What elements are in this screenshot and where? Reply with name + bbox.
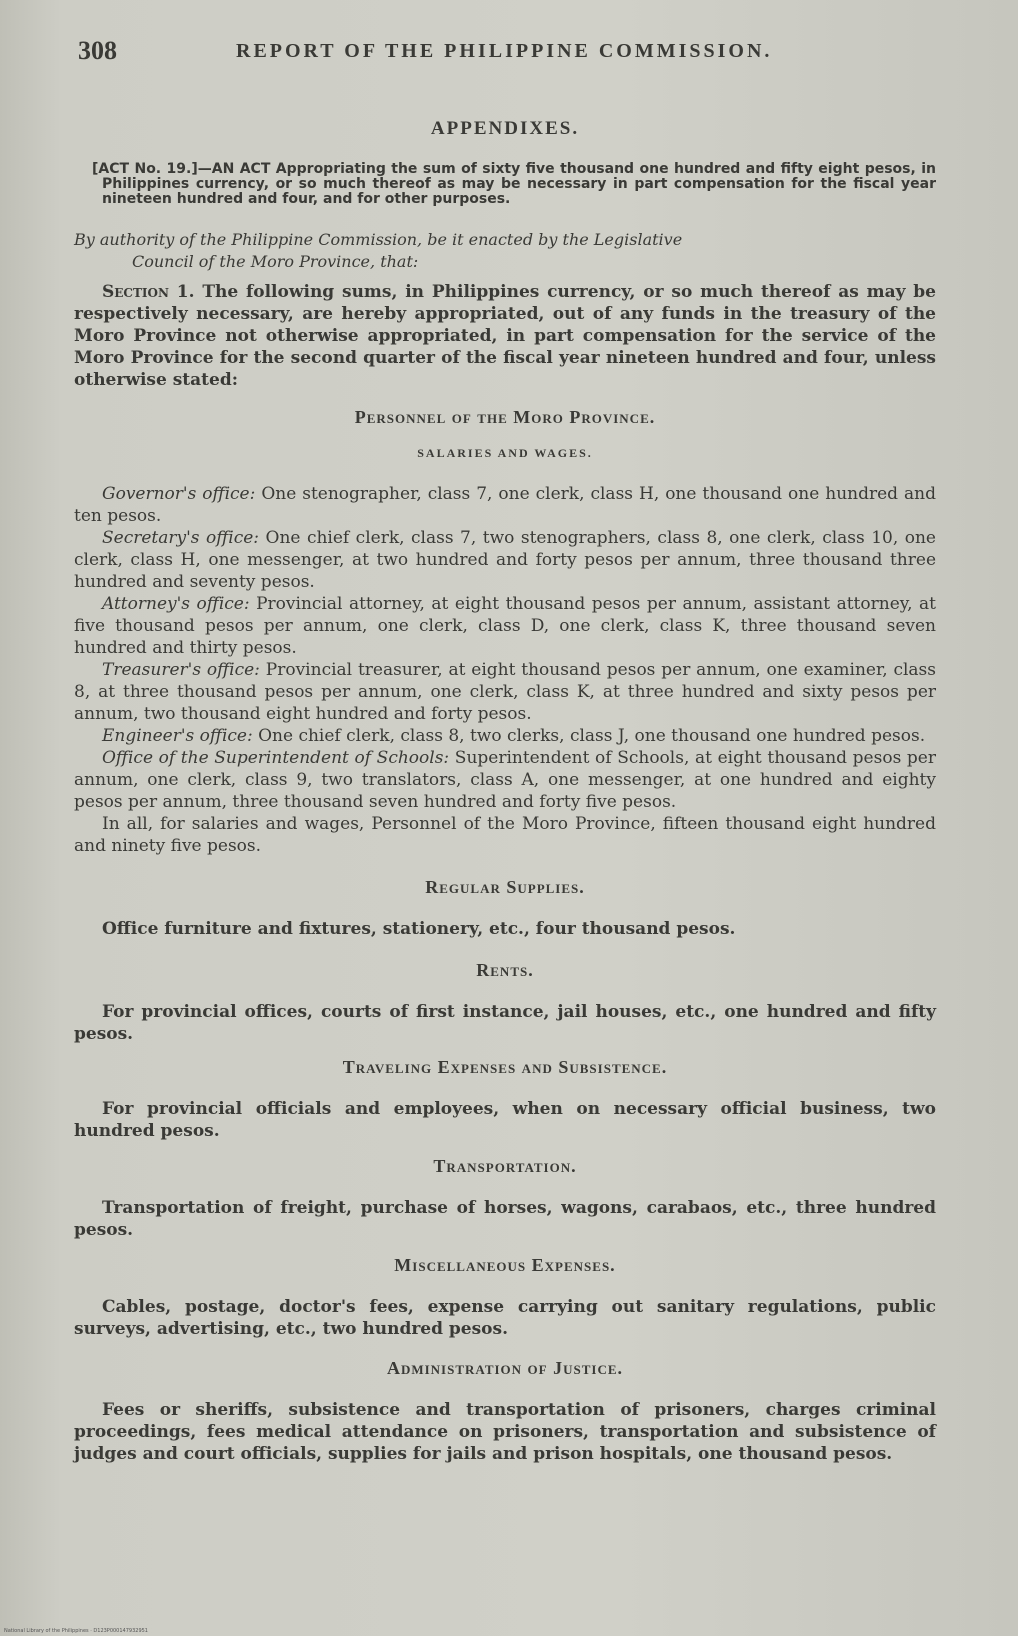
page-content	[74, 118, 936, 1465]
scan-credit: National Library of the Philippines · D123P000147932951	[4, 1628, 148, 1634]
office-text: Superintendent of Schools, at eight thousand pesos per annum, one clerk, class 9, two translators, class A, one messenger, at one hundred and eighty pesos per annum, three thousand seven hundred and forty five pesos.	[74, 748, 936, 812]
offices-list	[74, 483, 936, 857]
section-heading-rents: Rents.	[476, 960, 534, 980]
section-heading-miscellaneous: Miscellaneous Expenses.	[394, 1255, 616, 1275]
office-text: One chief clerk, class 7, two stenographers, class 8, one clerk, class 10, one clerk, class H, one messenger, at two hundred and forty pesos per annum, three thousand three hundred and seventy pesos.	[74, 528, 936, 592]
section-text-transportation: Transportation of freight, purchase of horses, wagons, carabaos, etc., three hundred pesos.	[74, 1198, 936, 1240]
section-text-regular-supplies: Office furniture and fixtures, stationery, etc., four thousand pesos.	[102, 919, 736, 939]
office-name: Secretary's office:	[102, 528, 260, 548]
office-entry-attorney	[74, 593, 936, 659]
section-heading-traveling: Traveling Expenses and Subsistence.	[342, 1057, 668, 1077]
page-number: 308	[78, 36, 117, 65]
section-heading-justice: Administration of Justice.	[386, 1358, 624, 1378]
salaries-heading: SALARIES AND WAGES.	[417, 446, 593, 460]
act-title: [ACT No. 19.]—AN ACT Appropriating the sum of sixty five thousand one hundred and fifty eight pesos, in Philippines currency, or so much thereof as may be necessary in part compensation for the fiscal year nineteen hundred and four, and for other purposes.	[92, 161, 936, 207]
office-text: One chief clerk, class 8, two clerks, class J, one thousand one hundred pesos.	[258, 726, 926, 746]
appendix-heading: APPENDIXES.	[430, 118, 580, 139]
enacting-line-1: By authority of the Philippine Commission, be it enacted by the Legislative	[74, 230, 683, 249]
office-entry-schools	[74, 747, 936, 813]
salaries-total: In all, for salaries and wages, Personnel of the Moro Province, fifteen thousand eight hundred and ninety five pesos.	[74, 814, 936, 856]
office-entry-engineer	[74, 725, 936, 747]
section-heading-regular-supplies: Regular Supplies.	[425, 877, 585, 897]
personnel-heading: Personnel of the Moro Province.	[354, 407, 656, 427]
section-heading-transportation: Transportation.	[433, 1156, 577, 1176]
section-1-paragraph	[74, 281, 936, 391]
section-text-traveling: For provincial officials and employees, when on necessary official business, two hundred pesos.	[74, 1099, 936, 1141]
office-name: Treasurer's office:	[102, 660, 260, 680]
office-text: Provincial attorney, at eight thousand pesos per annum, assistant attorney, at five thousand pesos per annum, one clerk, class D, one clerk, class K, three thousand seven hundred and thirty pesos.	[74, 594, 936, 658]
section-1-lead: Section 1.	[102, 282, 195, 302]
section-text-justice: Fees or sheriffs, subsistence and transportation of prisoners, charges criminal proceedings, fees medical attendance on prisoners, transportation and subsistence of judges and court officials, supplies for jails and prison hospitals, one thousand pesos.	[74, 1400, 936, 1464]
enacting-clause	[74, 229, 936, 273]
office-text: One stenographer, class 7, one clerk, class H, one thousand one hundred and ten pesos.	[74, 484, 937, 526]
office-name: Governor's office:	[102, 484, 256, 504]
office-entry-secretary	[74, 527, 936, 593]
section-text-miscellaneous: Cables, postage, doctor's fees, expense carrying out sanitary regulations, public surveys, advertising, etc., two hundred pesos.	[74, 1297, 936, 1339]
section-1-text: The following sums, in Philippines currency, or so much thereof as may be respectively necessary, are hereby appropriated, out of any funds in the treasury of the Moro Province not otherwise appropriated, in part compensation for the service of the Moro Province for the second quarter of the fiscal year nineteen hundred and four, unless otherwise stated:	[74, 282, 936, 390]
office-name: Office of the Superintendent of Schools:	[102, 748, 450, 768]
office-name: Attorney's office:	[102, 594, 250, 614]
section-text-rents: For provincial offices, courts of first instance, jail houses, etc., one hundred and fifty pesos.	[74, 1002, 936, 1044]
office-text: Provincial treasurer, at eight thousand pesos per annum, one examiner, class 8, at three thousand pesos per annum, one clerk, class K, at three hundred and sixty pesos per annum, two thousand eight hundred and forty pesos.	[74, 660, 936, 724]
running-title: REPORT OF THE PHILIPPINE COMMISSION.	[236, 40, 773, 62]
office-entry-treasurer	[74, 659, 936, 725]
office-entry-governor	[74, 483, 936, 527]
appropriation-sections	[74, 877, 936, 1465]
enacting-line-2: Council of the Moro Province, that:	[132, 252, 419, 271]
office-name: Engineer's office:	[102, 726, 253, 746]
